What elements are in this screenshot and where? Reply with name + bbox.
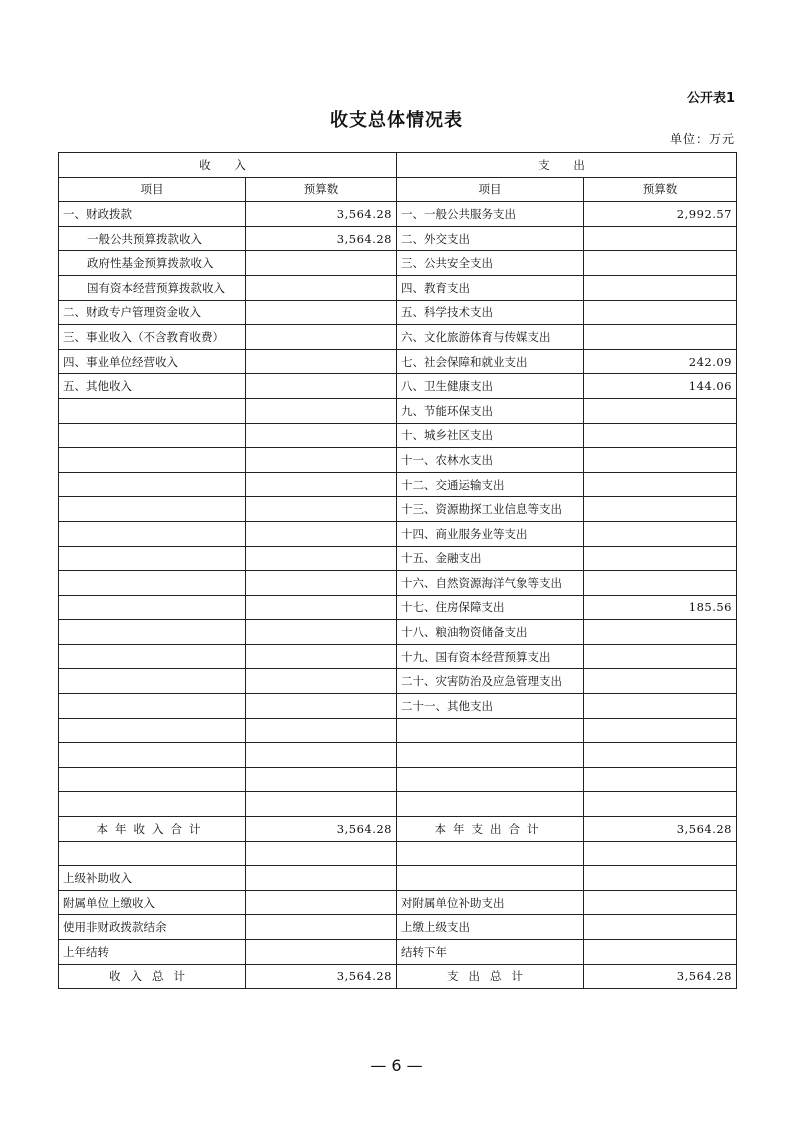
expense-amount-cell (584, 546, 737, 571)
table-row (59, 325, 737, 350)
income-amount-cell (246, 940, 397, 965)
expense-amount-cell (584, 718, 737, 743)
income-item-cell: 国有资本经营预算拨款收入 (59, 275, 246, 300)
expense-item-cell: 六、文化旅游体育与传媒支出 (397, 325, 584, 350)
income-item-cell (59, 743, 246, 768)
table-row (59, 940, 737, 965)
expense-item-cell: 结转下年 (397, 940, 584, 965)
expense-item-cell: 二十、灾害防治及应急管理支出 (397, 669, 584, 694)
income-item-cell (59, 423, 246, 448)
table-row (59, 841, 737, 866)
table-row (59, 398, 737, 423)
income-amount-cell (246, 841, 397, 866)
income-item-cell: 上年结转 (59, 940, 246, 965)
expense-item-cell (397, 866, 584, 891)
income-item-cell (59, 595, 246, 620)
column-header-row (59, 177, 737, 202)
expense-item-cell: 三、公共安全支出 (397, 251, 584, 276)
expense-item-cell: 十二、交通运输支出 (397, 472, 584, 497)
expense-amount-cell (584, 620, 737, 645)
table-row (59, 595, 737, 620)
expense-amount-cell (584, 275, 737, 300)
expense-amount-cell (584, 251, 737, 276)
table-row (59, 866, 737, 891)
expense-item-cell: 九、节能环保支出 (397, 398, 584, 423)
expense-item-cell: 十一、农林水支出 (397, 448, 584, 473)
expense-item-cell: 十五、金融支出 (397, 546, 584, 571)
expense-item-cell: 四、教育支出 (397, 275, 584, 300)
table-tag: 公开表1 (686, 91, 735, 106)
budget-table (58, 152, 737, 989)
grand-expense-total-amount: 3,564.28 (584, 964, 737, 989)
expense-amount-cell (584, 472, 737, 497)
table-row (59, 915, 737, 940)
expense-item-cell: 一、一般公共服务支出 (397, 202, 584, 227)
grand-expense-total-label: 支出总计 (397, 964, 584, 989)
expense-amount-cell: 144.06 (584, 374, 737, 399)
income-item-cell: 三、事业收入（不含教育收费） (59, 325, 246, 350)
expense-item-cell (397, 792, 584, 817)
income-item-cell (59, 644, 246, 669)
table-row (59, 251, 737, 276)
income-amount-cell (246, 472, 397, 497)
income-item-cell (59, 448, 246, 473)
income-item-cell: 政府性基金预算拨款收入 (59, 251, 246, 276)
expense-amount-cell (584, 497, 737, 522)
year-income-total-amount: 3,564.28 (246, 817, 397, 842)
income-amount-cell (246, 423, 397, 448)
expense-amount-cell (584, 669, 737, 694)
expense-item-header: 项目 (397, 177, 584, 202)
table-row (59, 767, 737, 792)
income-item-cell (59, 571, 246, 596)
table-row (59, 694, 737, 719)
income-amount-cell (246, 743, 397, 768)
year-income-total-label: 本年收入合计 (59, 817, 246, 842)
table-row (59, 300, 737, 325)
table-row (59, 521, 737, 546)
income-item-cell (59, 620, 246, 645)
table-row (59, 349, 737, 374)
year-expense-total-amount: 3,564.28 (584, 817, 737, 842)
income-amount-cell: 3,564.28 (246, 202, 397, 227)
income-item-cell (59, 792, 246, 817)
table-row (59, 423, 737, 448)
expense-item-cell: 五、科学技术支出 (397, 300, 584, 325)
table-row (59, 890, 737, 915)
income-amount-cell (246, 374, 397, 399)
table-row (59, 374, 737, 399)
income-amount-cell (246, 718, 397, 743)
income-amount-cell (246, 915, 397, 940)
income-item-header: 项目 (59, 177, 246, 202)
group-header-row (59, 153, 737, 178)
income-item-cell: 附属单位上缴收入 (59, 890, 246, 915)
income-item-cell: 一般公共预算拨款收入 (59, 226, 246, 251)
income-amount-cell (246, 767, 397, 792)
expense-item-cell: 上缴上级支出 (397, 915, 584, 940)
expense-item-cell: 十八、粮油物资储备支出 (397, 620, 584, 645)
expense-amount-cell (584, 325, 737, 350)
income-item-cell (59, 398, 246, 423)
income-amount-cell (246, 325, 397, 350)
expense-amount-cell (584, 767, 737, 792)
expense-amount-cell: 185.56 (584, 595, 737, 620)
table-row (59, 202, 737, 227)
income-item-cell (59, 841, 246, 866)
income-amount-cell (246, 546, 397, 571)
expense-amount-cell: 242.09 (584, 349, 737, 374)
income-amount-cell (246, 448, 397, 473)
income-amount-cell (246, 300, 397, 325)
expense-item-cell: 七、社会保障和就业支出 (397, 349, 584, 374)
table-row (59, 275, 737, 300)
expense-item-cell: 十四、商业服务业等支出 (397, 521, 584, 546)
grand-income-total-amount: 3,564.28 (246, 964, 397, 989)
expense-item-cell (397, 767, 584, 792)
table-row (59, 472, 737, 497)
income-amount-cell (246, 497, 397, 522)
income-item-cell (59, 694, 246, 719)
income-amount-cell (246, 595, 397, 620)
grand-total-row (59, 964, 737, 989)
expense-amount-cell (584, 743, 737, 768)
income-item-cell (59, 521, 246, 546)
expense-budget-header: 预算数 (584, 177, 737, 202)
expense-amount-cell (584, 890, 737, 915)
income-item-cell: 使用非财政拨款结余 (59, 915, 246, 940)
income-amount-cell (246, 866, 397, 891)
table-row (59, 497, 737, 522)
income-amount-cell (246, 792, 397, 817)
expense-amount-cell (584, 644, 737, 669)
income-amount-cell (246, 571, 397, 596)
expense-item-cell (397, 841, 584, 866)
year-expense-total-label: 本年支出合计 (397, 817, 584, 842)
expense-group-header: 支 出 (397, 153, 737, 178)
expense-item-cell: 十三、资源勘探工业信息等支出 (397, 497, 584, 522)
table-row (59, 620, 737, 645)
income-item-cell (59, 718, 246, 743)
income-amount-cell (246, 521, 397, 546)
income-item-cell: 五、其他收入 (59, 374, 246, 399)
expense-item-cell: 二、外交支出 (397, 226, 584, 251)
income-amount-cell (246, 349, 397, 374)
income-amount-cell: 3,564.28 (246, 226, 397, 251)
income-item-cell: 四、事业单位经营收入 (59, 349, 246, 374)
expense-item-cell: 十九、国有资本经营预算支出 (397, 644, 584, 669)
table-row (59, 546, 737, 571)
table-row (59, 743, 737, 768)
income-item-cell: 一、财政拨款 (59, 202, 246, 227)
table-row (59, 226, 737, 251)
expense-item-cell: 八、卫生健康支出 (397, 374, 584, 399)
table-row (59, 448, 737, 473)
expense-amount-cell (584, 300, 737, 325)
income-amount-cell (246, 251, 397, 276)
unit-label: 单位：万元 (669, 132, 735, 146)
expense-item-cell: 二十一、其他支出 (397, 694, 584, 719)
expense-amount-cell (584, 521, 737, 546)
income-item-cell: 二、财政专户管理资金收入 (59, 300, 246, 325)
expense-amount-cell (584, 398, 737, 423)
income-item-cell (59, 767, 246, 792)
income-item-cell (59, 472, 246, 497)
income-amount-cell (246, 398, 397, 423)
page-number: — 6 — (370, 1056, 423, 1075)
main-rows (59, 202, 737, 817)
income-item-cell (59, 497, 246, 522)
income-amount-cell (246, 275, 397, 300)
expense-item-cell (397, 743, 584, 768)
expense-amount-cell (584, 792, 737, 817)
expense-amount-cell: 2,992.57 (584, 202, 737, 227)
table-row (59, 792, 737, 817)
expense-item-cell: 十六、自然资源海洋气象等支出 (397, 571, 584, 596)
expense-item-cell: 十、城乡社区支出 (397, 423, 584, 448)
page-title: 收支总体情况表 (330, 110, 463, 131)
expense-amount-cell (584, 915, 737, 940)
expense-amount-cell (584, 940, 737, 965)
year-total-row (59, 817, 737, 842)
expense-amount-cell (584, 226, 737, 251)
extra-rows (59, 841, 737, 964)
expense-amount-cell (584, 423, 737, 448)
income-item-cell (59, 546, 246, 571)
table-row (59, 669, 737, 694)
income-amount-cell (246, 669, 397, 694)
table-row (59, 571, 737, 596)
expense-amount-cell (584, 694, 737, 719)
expense-item-cell: 十七、住房保障支出 (397, 595, 584, 620)
expense-amount-cell (584, 571, 737, 596)
table-row (59, 644, 737, 669)
table-row (59, 718, 737, 743)
expense-amount-cell (584, 448, 737, 473)
grand-income-total-label: 收入总计 (59, 964, 246, 989)
income-group-header: 收 入 (59, 153, 397, 178)
expense-amount-cell (584, 841, 737, 866)
income-amount-cell (246, 644, 397, 669)
expense-item-cell (397, 718, 584, 743)
income-item-cell (59, 669, 246, 694)
income-amount-cell (246, 620, 397, 645)
income-item-cell: 上级补助收入 (59, 866, 246, 891)
income-budget-header: 预算数 (246, 177, 397, 202)
income-amount-cell (246, 694, 397, 719)
income-amount-cell (246, 890, 397, 915)
expense-item-cell: 对附属单位补助支出 (397, 890, 584, 915)
expense-amount-cell (584, 866, 737, 891)
